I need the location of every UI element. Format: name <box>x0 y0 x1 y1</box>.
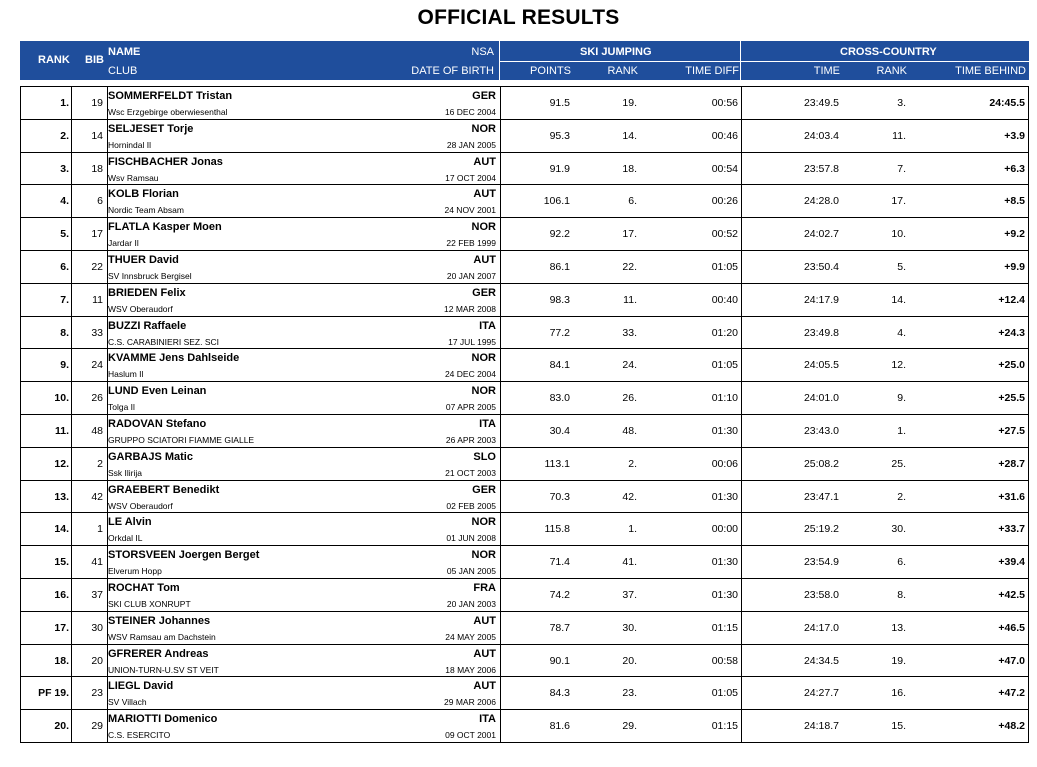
athlete-name: ROCHAT Tom <box>108 581 180 594</box>
nsa-code: AUT <box>473 188 496 201</box>
table-row <box>20 317 1029 350</box>
header-time-behind: TIME BEHIND <box>955 65 1026 77</box>
table-row <box>20 251 1029 284</box>
club-name: Wsv Ramsau <box>108 172 159 183</box>
ski-jumping-points: 84.1 <box>549 359 570 372</box>
time-behind: +24.3 <box>998 326 1025 339</box>
header-bib: BIB <box>85 54 104 66</box>
bib-cell: 23 <box>91 687 103 700</box>
time-diff: 00:52 <box>711 228 738 241</box>
cross-country-time: 24:03.4 <box>803 129 839 142</box>
table-row <box>20 185 1029 218</box>
time-diff: 01:15 <box>711 621 738 634</box>
time-behind: +47.0 <box>998 654 1025 667</box>
rank-cell: 3. <box>60 162 69 175</box>
cross-country-time: 25:19.2 <box>803 523 839 536</box>
cross-country-time: 24:17.0 <box>803 621 839 634</box>
ski-jumping-rank: 6. <box>628 195 637 208</box>
bib-cell: 2 <box>97 457 103 470</box>
header-club: CLUB <box>108 65 138 77</box>
athlete-name: KOLB Florian <box>108 188 179 201</box>
nsa-code: NOR <box>471 122 496 135</box>
bib-cell: 41 <box>91 556 103 569</box>
rank-cell: 7. <box>60 293 69 306</box>
time-behind: +9.2 <box>1004 228 1025 241</box>
club-name: Nordic Team Absam <box>108 205 184 216</box>
ski-jumping-points: 70.3 <box>549 490 570 503</box>
nsa-code: AUT <box>473 680 496 693</box>
date-of-birth: 07 APR 2005 <box>445 402 496 413</box>
ski-jumping-points: 91.5 <box>549 97 570 109</box>
ski-jumping-rank: 23. <box>622 687 637 700</box>
ski-jumping-rank: 17. <box>622 228 637 241</box>
bib-cell: 6 <box>97 195 103 208</box>
cross-country-rank: 9. <box>897 392 906 405</box>
athlete-name: BRIEDEN Felix <box>108 286 186 299</box>
results-table-header <box>20 41 1029 80</box>
athlete-name: LE Alvin <box>108 516 152 529</box>
date-of-birth: 16 DEC 2004 <box>444 107 496 117</box>
time-behind: +39.4 <box>998 556 1025 569</box>
time-diff: 01:30 <box>711 556 738 569</box>
cross-country-time: 24:18.7 <box>803 720 839 733</box>
rank-cell: 17. <box>54 621 69 634</box>
time-behind: +46.5 <box>998 621 1025 634</box>
ski-jumping-rank: 26. <box>622 392 637 405</box>
cross-country-time: 24:02.7 <box>803 228 839 241</box>
time-diff: 01:15 <box>711 720 738 733</box>
date-of-birth: 20 JAN 2007 <box>446 270 496 281</box>
rank-cell: 6. <box>60 260 69 273</box>
ski-jumping-points: 92.2 <box>549 228 570 241</box>
ski-jumping-points: 78.7 <box>549 621 570 634</box>
athlete-name: GRAEBERT Benedikt <box>108 483 220 496</box>
date-of-birth: 28 JAN 2005 <box>446 139 496 150</box>
ski-jumping-points: 95.3 <box>549 129 570 142</box>
time-diff: 00:54 <box>711 162 738 175</box>
bib-cell: 1 <box>97 523 103 536</box>
club-name: Elverum Hopp <box>108 566 162 577</box>
rank-cell: 1. <box>60 97 69 109</box>
club-name: Jardar Il <box>108 238 139 249</box>
header-dob: DATE OF BIRTH <box>411 65 494 77</box>
time-diff: 00:58 <box>711 654 738 667</box>
bib-cell: 29 <box>91 720 103 733</box>
bib-cell: 37 <box>91 588 103 601</box>
table-row <box>20 448 1029 481</box>
nsa-code: NOR <box>471 516 496 529</box>
cross-country-time: 23:57.8 <box>803 162 839 175</box>
ski-jumping-points: 115.8 <box>544 523 570 536</box>
nsa-code: AUT <box>473 253 496 266</box>
time-behind: 24:45.5 <box>989 97 1025 109</box>
bib-cell: 26 <box>91 392 103 405</box>
cross-country-rank: 17. <box>891 195 906 208</box>
ski-jumping-rank: 11. <box>623 293 637 306</box>
time-diff: 00:26 <box>711 195 738 208</box>
date-of-birth: 21 OCT 2003 <box>445 467 496 478</box>
time-behind: +48.2 <box>998 720 1025 733</box>
cross-country-time: 23:43.0 <box>803 424 839 437</box>
rank-cell: 18. <box>54 654 69 667</box>
header-sj-rank: RANK <box>607 65 638 77</box>
club-name: SV Innsbruck Bergisel <box>108 270 192 281</box>
ski-jumping-points: 113.1 <box>544 457 570 470</box>
ski-jumping-rank: 41. <box>622 556 637 569</box>
bib-cell: 48 <box>91 424 103 437</box>
cross-country-rank: 8. <box>897 588 906 601</box>
cross-country-rank: 3. <box>897 97 906 109</box>
date-of-birth: 09 OCT 2001 <box>445 730 496 741</box>
rank-cell: 4. <box>60 195 69 208</box>
athlete-name: STORSVEEN Joergen Berget <box>108 549 260 562</box>
ski-jumping-points: 30.4 <box>549 424 570 437</box>
time-behind: +8.5 <box>1004 195 1025 208</box>
bib-cell: 33 <box>91 326 103 339</box>
table-row <box>20 87 1029 120</box>
club-name: Haslum Il <box>108 369 144 380</box>
time-diff: 01:30 <box>711 588 738 601</box>
cross-country-time: 23:49.8 <box>803 326 839 339</box>
rank-cell: 5. <box>60 228 69 241</box>
cross-country-time: 23:50.4 <box>803 260 839 273</box>
time-diff: 01:05 <box>711 687 738 700</box>
nsa-code: ITA <box>479 713 496 726</box>
time-diff: 01:30 <box>711 424 738 437</box>
time-diff: 00:56 <box>711 97 738 109</box>
cross-country-rank: 25. <box>891 457 906 470</box>
table-row <box>20 153 1029 186</box>
athlete-name: BUZZI Raffaele <box>108 319 187 332</box>
cross-country-rank: 13. <box>891 621 906 634</box>
date-of-birth: 18 MAY 2006 <box>445 664 496 675</box>
table-row <box>20 677 1029 710</box>
time-behind: +25.5 <box>998 392 1025 405</box>
nsa-code: NOR <box>471 352 496 365</box>
header-time: TIME <box>813 65 840 77</box>
club-name: Orkdal IL <box>108 533 143 544</box>
page-title: OFFICIAL RESULTS <box>417 6 620 29</box>
athlete-name: GARBAJS Matic <box>108 450 193 463</box>
table-row <box>20 513 1029 546</box>
club-name: WSV Oberaudorf <box>108 303 173 314</box>
time-diff: 00:00 <box>711 523 738 536</box>
club-name: SV Villach <box>108 697 147 708</box>
nsa-code: NOR <box>471 385 496 398</box>
cross-country-rank: 1. <box>897 424 906 437</box>
cross-country-rank: 2. <box>897 490 906 503</box>
table-row <box>20 120 1029 153</box>
time-behind: +31.6 <box>998 490 1025 503</box>
time-behind: +6.3 <box>1004 162 1025 175</box>
results-table-body <box>20 86 1029 743</box>
athlete-name: STEINER Johannes <box>108 614 211 627</box>
cross-country-rank: 12. <box>891 359 906 372</box>
ski-jumping-rank: 2. <box>628 457 637 470</box>
club-name: GRUPPO SCIATORI FIAMME GIALLE <box>108 434 255 445</box>
time-behind: +47.2 <box>998 687 1025 700</box>
time-diff: 01:10 <box>711 392 738 405</box>
ski-jumping-points: 90.1 <box>549 654 570 667</box>
ski-jumping-rank: 24. <box>622 359 637 372</box>
ski-jumping-rank: 18. <box>622 162 637 175</box>
club-name: UNION-TURN-U.SV ST VEIT <box>108 664 219 675</box>
club-name: C.S. ESERCITO <box>108 730 171 741</box>
time-behind: +42.5 <box>998 588 1025 601</box>
nsa-code: GER <box>472 286 496 299</box>
athlete-name: THUER David <box>108 253 179 266</box>
table-row <box>20 612 1029 645</box>
date-of-birth: 24 DEC 2004 <box>444 369 496 380</box>
cross-country-rank: 7. <box>897 162 906 175</box>
nsa-code: SLO <box>473 450 496 463</box>
ski-jumping-points: 84.3 <box>549 687 570 700</box>
table-row <box>20 284 1029 317</box>
ski-jumping-rank: 19. <box>622 97 637 109</box>
time-behind: +3.9 <box>1004 129 1025 142</box>
header-nsa: NSA <box>471 46 494 58</box>
header-name: NAME <box>108 46 141 58</box>
cross-country-rank: 6. <box>897 556 906 569</box>
club-name: SKI CLUB XONRUPT <box>108 598 191 609</box>
club-name: Wsc Erzgebirge oberwiesenthal <box>108 107 228 117</box>
table-row <box>20 710 1029 743</box>
time-behind: +33.7 <box>998 523 1025 536</box>
time-behind: +25.0 <box>998 359 1025 372</box>
nsa-code: GER <box>472 90 496 102</box>
cross-country-rank: 10. <box>891 228 906 241</box>
header-time-diff: TIME DIFF <box>685 65 739 77</box>
club-name: Ssk Ilirija <box>108 467 143 478</box>
cross-country-time: 23:47.1 <box>803 490 839 503</box>
ski-jumping-rank: 37. <box>622 588 637 601</box>
club-name: C.S. CARABINIERI SEZ. SCI <box>108 336 219 347</box>
cross-country-time: 24:27.7 <box>803 687 839 700</box>
athlete-name: GFRERER Andreas <box>108 647 209 660</box>
date-of-birth: 20 JAN 2003 <box>446 598 496 609</box>
nsa-code: AUT <box>473 614 496 627</box>
cross-country-rank: 15. <box>891 720 906 733</box>
cross-country-time: 24:28.0 <box>803 195 839 208</box>
bib-cell: 14 <box>91 129 103 142</box>
athlete-name: MARIOTTI Domenico <box>108 713 218 726</box>
time-behind: +28.7 <box>998 457 1025 470</box>
date-of-birth: 05 JAN 2005 <box>446 566 496 577</box>
ski-jumping-points: 83.0 <box>549 392 570 405</box>
date-of-birth: 02 FEB 2005 <box>446 500 496 511</box>
rank-cell: 10. <box>54 392 69 405</box>
cross-country-time: 25:08.2 <box>803 457 839 470</box>
ski-jumping-rank: 48. <box>622 424 637 437</box>
athlete-name: FISCHBACHER Jonas <box>108 155 223 168</box>
table-row <box>20 415 1029 448</box>
bib-cell: 24 <box>91 359 103 372</box>
table-row <box>20 382 1029 415</box>
header-ski-jumping: SKI JUMPING <box>580 46 652 58</box>
rank-cell: 14. <box>54 523 69 536</box>
nsa-code: ITA <box>479 417 496 430</box>
time-behind: +27.5 <box>998 424 1025 437</box>
rank-cell: 2. <box>60 129 69 142</box>
ski-jumping-rank: 42. <box>622 490 637 503</box>
nsa-code: ITA <box>479 319 496 332</box>
athlete-name: KVAMME Jens Dahlseide <box>108 352 240 365</box>
cross-country-time: 24:05.5 <box>803 359 839 372</box>
bib-cell: 30 <box>91 621 103 634</box>
nsa-code: AUT <box>473 155 496 168</box>
date-of-birth: 01 JUN 2008 <box>446 533 496 544</box>
bib-cell: 18 <box>91 162 103 175</box>
cross-country-rank: 14. <box>891 293 906 306</box>
cross-country-rank: 30. <box>891 523 906 536</box>
cross-country-time: 24:01.0 <box>803 392 839 405</box>
cross-country-time: 23:49.5 <box>803 97 839 109</box>
cross-country-rank: 19. <box>891 654 906 667</box>
cross-country-rank: 5. <box>897 260 906 273</box>
athlete-name: LIEGL David <box>108 680 174 693</box>
nsa-code: NOR <box>471 549 496 562</box>
date-of-birth: 12 MAR 2008 <box>444 303 496 314</box>
ski-jumping-points: 91.9 <box>549 162 570 175</box>
time-behind: +12.4 <box>998 293 1025 306</box>
ski-jumping-points: 98.3 <box>549 293 570 306</box>
cross-country-time: 23:54.9 <box>803 556 839 569</box>
bib-cell: 17 <box>91 228 103 241</box>
rank-cell: 8. <box>60 326 69 339</box>
club-name: WSV Ramsau am Dachstein <box>108 631 216 642</box>
ski-jumping-points: 86.1 <box>549 260 570 273</box>
athlete-name: SELJESET Torje <box>108 122 194 135</box>
ski-jumping-rank: 22. <box>622 260 637 273</box>
table-row <box>20 645 1029 678</box>
date-of-birth: 24 NOV 2001 <box>444 205 496 216</box>
time-diff: 00:06 <box>711 457 738 470</box>
club-name: WSV Oberaudorf <box>108 500 173 511</box>
date-of-birth: 17 OCT 2004 <box>445 172 496 183</box>
cross-country-rank: 11. <box>892 129 906 142</box>
athlete-name: SOMMERFELDT Tristan <box>108 90 233 102</box>
bib-cell: 42 <box>91 490 103 503</box>
ski-jumping-rank: 14. <box>622 129 637 142</box>
athlete-name: LUND Even Leinan <box>108 385 207 398</box>
athlete-name: RADOVAN Stefano <box>108 417 207 430</box>
bib-cell: 22 <box>91 260 103 273</box>
club-name: Tolga Il <box>108 402 135 413</box>
club-name: Hornindal Il <box>108 139 151 150</box>
table-row <box>20 218 1029 251</box>
cross-country-time: 23:58.0 <box>803 588 839 601</box>
date-of-birth: 17 JUL 1995 <box>448 336 496 347</box>
ski-jumping-rank: 20. <box>622 654 637 667</box>
time-diff: 01:05 <box>711 260 738 273</box>
table-row <box>20 349 1029 382</box>
cross-country-time: 24:17.9 <box>803 293 839 306</box>
ski-jumping-rank: 1. <box>628 523 637 536</box>
time-diff: 00:46 <box>711 129 738 142</box>
time-behind: +9.9 <box>1004 260 1025 273</box>
table-row <box>20 579 1029 612</box>
ski-jumping-points: 71.4 <box>549 556 570 569</box>
nsa-code: FRA <box>473 581 496 594</box>
nsa-code: GER <box>472 483 496 496</box>
date-of-birth: 26 APR 2003 <box>445 434 496 445</box>
rank-cell: PF 19. <box>38 687 69 700</box>
date-of-birth: 24 MAY 2005 <box>445 631 496 642</box>
rank-cell: 12. <box>54 457 69 470</box>
time-diff: 01:20 <box>711 326 738 339</box>
ski-jumping-points: 106.1 <box>543 195 570 208</box>
header-rank: RANK <box>38 54 70 66</box>
nsa-code: NOR <box>471 221 496 234</box>
cross-country-rank: 16. <box>891 687 906 700</box>
bib-cell: 11 <box>92 293 103 306</box>
date-of-birth: 29 MAR 2006 <box>444 697 496 708</box>
header-points: POINTS <box>530 65 571 77</box>
time-diff: 00:40 <box>711 293 738 306</box>
rank-cell: 16. <box>54 588 69 601</box>
cross-country-rank: 4. <box>897 326 906 339</box>
ski-jumping-points: 74.2 <box>549 588 570 601</box>
rank-cell: 11. <box>54 424 69 437</box>
ski-jumping-rank: 29. <box>622 720 637 733</box>
header-cross-country: CROSS-COUNTRY <box>840 46 937 58</box>
rank-cell: 20. <box>54 720 69 733</box>
bib-cell: 19 <box>91 97 103 109</box>
header-xc-rank: RANK <box>876 65 907 77</box>
rank-cell: 15. <box>54 556 69 569</box>
time-diff: 01:05 <box>711 359 738 372</box>
bib-cell: 20 <box>91 654 103 667</box>
rank-cell: 9. <box>60 359 69 372</box>
ski-jumping-rank: 30. <box>622 621 637 634</box>
ski-jumping-rank: 33. <box>622 326 637 339</box>
date-of-birth: 22 FEB 1999 <box>446 238 496 249</box>
time-diff: 01:30 <box>711 490 738 503</box>
nsa-code: AUT <box>473 647 496 660</box>
cross-country-time: 24:34.5 <box>803 654 839 667</box>
athlete-name: FLATLA Kasper Moen <box>108 221 222 234</box>
ski-jumping-points: 77.2 <box>549 326 570 339</box>
ski-jumping-points: 81.6 <box>549 720 570 733</box>
rank-cell: 13. <box>54 490 69 503</box>
table-row <box>20 481 1029 514</box>
table-row <box>20 546 1029 579</box>
